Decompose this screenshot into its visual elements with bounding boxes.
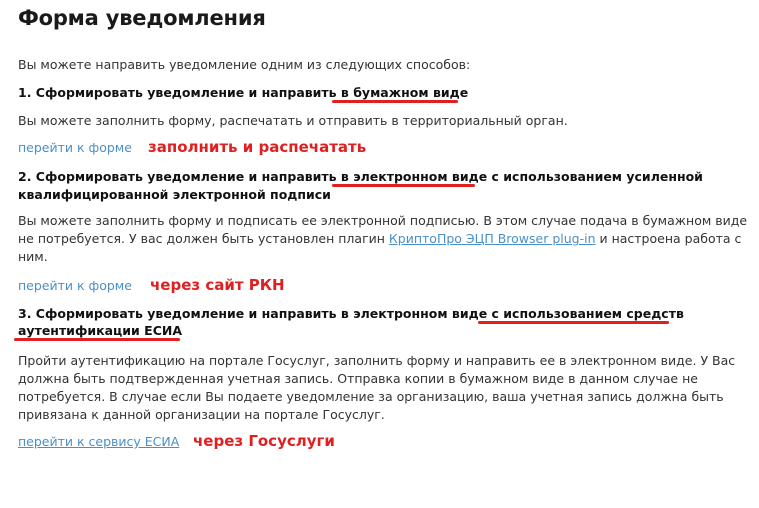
page-title: Форма уведомления — [18, 6, 266, 30]
option-3-heading-line-2: аутентификации ЕСИА — [18, 323, 183, 338]
option-1-description: Вы можете заполнить форму, распечатать и отправить в территориальный орган. — [18, 113, 568, 128]
description-text: и настроена работа с — [595, 231, 742, 246]
highlight-underline — [332, 184, 475, 187]
option-1-form-link[interactable]: перейти к форме — [18, 140, 132, 155]
option-3-heading-line-1: 3. Сформировать уведомление и направить в электронном виде с использованием средств — [18, 306, 684, 321]
highlight-underline — [332, 100, 458, 103]
option-2-heading-line-1: 2. Сформировать уведомление и направить в электронном виде с использованием усиленной — [18, 169, 703, 184]
option-2-heading-line-2: квалифицированной электронной подписи — [18, 187, 331, 202]
cryptopro-plugin-link[interactable]: КриптоПро ЭЦП Browser plug-in — [388, 231, 596, 246]
intro-text: Вы можете направить уведомление одним из следующих способов: — [18, 57, 471, 72]
option-2-description-line-1: Вы можете заполнить форму и подписать ее электронной подписью. В этом случае подача в бумажном виде — [18, 213, 748, 228]
option-2-annotation: через сайт РКН — [150, 276, 285, 294]
option-3-description-line-4: привязана к данной организации на портале Госуслуг. — [18, 407, 385, 422]
option-3-esia-link[interactable]: перейти к сервису ЕСИА — [18, 434, 180, 449]
highlight-underline — [14, 338, 180, 341]
option-1-annotation: заполнить и распечатать — [148, 138, 367, 156]
option-3-annotation: через Госуслуги — [193, 432, 335, 450]
option-3-description-line-2: должна быть подтвержденная учетная запись. Отправка копии в бумажном виде в данном случае не — [18, 371, 698, 386]
option-1-heading: 1. Сформировать уведомление и направить в бумажном виде — [18, 85, 469, 100]
option-3-description-line-1: Пройти аутентификацию на портале Госуслуг, заполнить форму и направить ее в электронном виде. У Вас — [18, 353, 736, 368]
option-2-description-line-2 — [18, 230, 741, 248]
description-text: не потребуется. У вас должен быть установлен плагин — [18, 231, 389, 246]
highlight-underline — [478, 321, 669, 324]
option-2-description-line-3: ним. — [18, 249, 48, 264]
option-2-form-link[interactable]: перейти к форме — [18, 278, 132, 293]
option-3-description-line-3: потребуется. В случае если Вы подаете уведомление за организацию, ваша учетная запись должна быть — [18, 389, 724, 404]
